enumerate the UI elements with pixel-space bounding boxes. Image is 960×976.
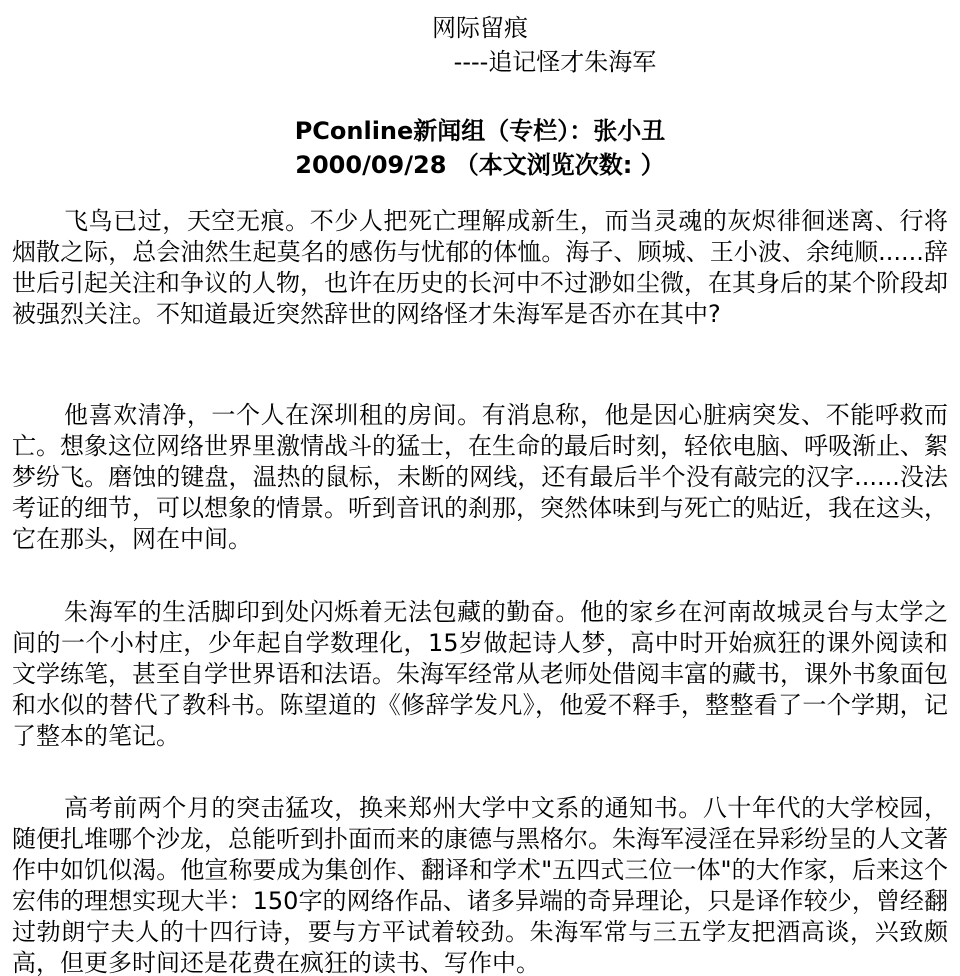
paragraph-4: 高考前两个月的突击猛攻，换来郑州大学中文系的通知书。八十年代的大学校园，随便扎堆哪个沙龙，总能听到扑面而来的康德与黑格尔。朱海军浸淫在异彩纷呈的人文著作中如饥似渴。他宣称要成为集创作、翻译和学术"五四式三位一体"的大作家，后来这个宏伟的理想实现大半：150字的网络作品、诸多异端的奇异理论，只是译作较少，曾经翻过勃朗宁夫人的十四行诗，要与方平试着较劲。朱海军常与三五学友把酒高谈，兴致颇高，但更多时间还是花费在疯狂的读书、写作中。 (12, 794, 948, 976)
paragraph-3: 朱海军的生活脚印到处闪烁着无法包藏的勤奋。他的家乡在河南故城灵台与太学之间的一个小村庄，少年起自学数理化，15岁做起诗人梦，高中时开始疯狂的课外阅读和文学练笔，甚至自学世界语和法语。朱海军经常从老师处借阅丰富的藏书，课外书象面包和水似的替代了教科书。陈望道的《修辞学发凡》，他爱不释手，整整看了一个学期，记了整本的笔记。 (12, 598, 948, 750)
article-subtitle: ----追记怪才朱海军 (453, 48, 657, 76)
paragraph-2: 他喜欢清净，一个人在深圳租的房间。有消息称，他是因心脏病突发、不能呼救而亡。想象这位网络世界里激情战斗的猛士，在生命的最后时刻，轻依电脑、呼吸渐止、絮梦纷飞。磨蚀的键盘，温热的鼠标，未断的网线，还有最后半个没有敲完的汉字......没法考证的细节，可以想象的情景。听到音讯的刹那，突然体味到与死亡的贴近，我在这头，它在那头，网在中间。 (12, 401, 948, 553)
article-date: 2000/09/28 （本文浏览次数: ） (295, 151, 665, 179)
article-title: 网际留痕 (432, 14, 528, 42)
article-byline: PConline新闻组（专栏）：张小丑 (294, 117, 666, 145)
paragraph-1: 飞鸟已过，天空无痕。不少人把死亡理解成新生，而当灵魂的灰烬徘徊迷离、行将烟散之际，总会油然生起莫名的感伤与忧郁的体恤。海子、顾城、王小波、余纯顺......辞世后引起关注和争议的人物，也许在历史的长河中不过渺如尘微，在其身后的某个阶段却被强烈关注。不知道最近突然辞世的网络怪才朱海军是否亦在其中? (12, 207, 948, 328)
